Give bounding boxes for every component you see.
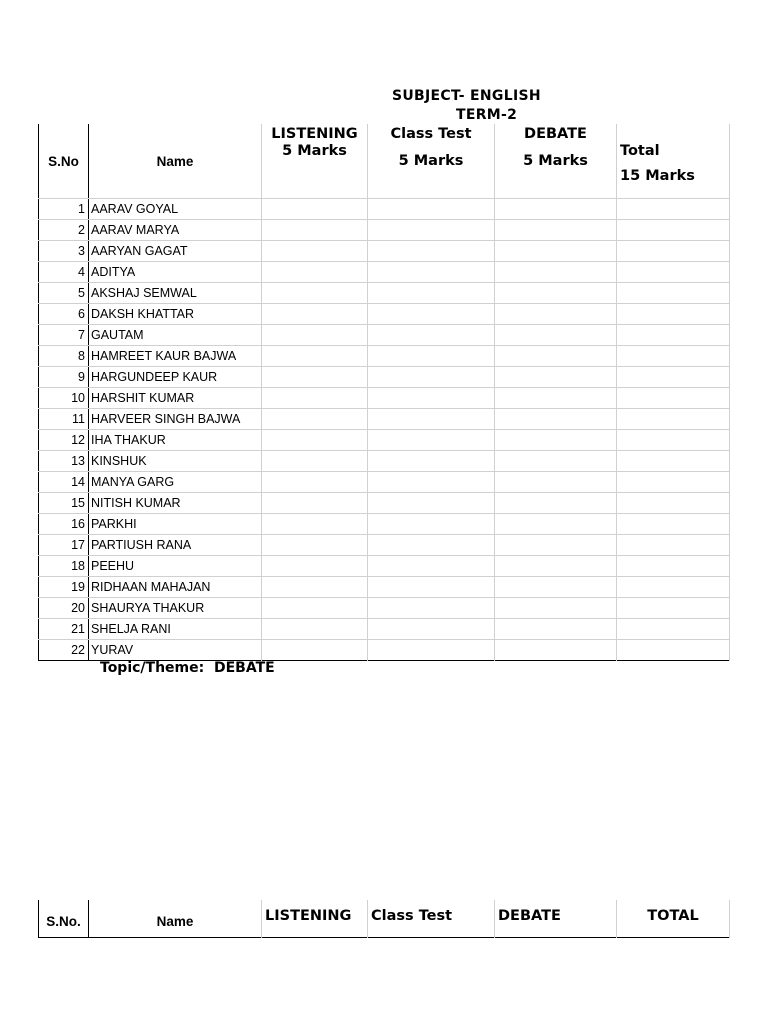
- row-class-test-cell: [368, 220, 495, 241]
- row-name: RIDHAAN MAHAJAN: [89, 577, 262, 598]
- row-debate-cell: [495, 409, 617, 430]
- row-listening-cell: [262, 451, 368, 472]
- row-name: AARAV GOYAL: [89, 199, 262, 220]
- row-name: GAUTAM: [89, 325, 262, 346]
- row-listening-cell: [262, 514, 368, 535]
- row-debate-cell: [495, 472, 617, 493]
- table-row: [39, 514, 730, 535]
- row-class-test-cell: [368, 346, 495, 367]
- table-row: [39, 199, 730, 220]
- row-name: KINSHUK: [89, 451, 262, 472]
- table-row: [39, 388, 730, 409]
- header-sno: [39, 124, 89, 199]
- row-sno: 10: [39, 388, 89, 409]
- row-debate-cell: [495, 199, 617, 220]
- table-row: [39, 346, 730, 367]
- row-listening-cell: [262, 619, 368, 640]
- row-class-test-cell: [368, 619, 495, 640]
- row-listening-cell: [262, 577, 368, 598]
- row-class-test-cell: [368, 241, 495, 262]
- topic-line: [100, 660, 275, 676]
- row-sno: 18: [39, 556, 89, 577]
- row-name: SHAURYA THAKUR: [89, 598, 262, 619]
- table-row: [39, 367, 730, 388]
- row-listening-cell: [262, 430, 368, 451]
- header2-listening: LISTENING: [262, 900, 368, 938]
- row-debate-cell: [495, 577, 617, 598]
- table-row: [39, 556, 730, 577]
- header-listening: [262, 124, 368, 199]
- row-name: ADITYA: [89, 262, 262, 283]
- table-row: [39, 430, 730, 451]
- table-row: [39, 619, 730, 640]
- row-total-cell: [617, 472, 730, 493]
- row-debate-cell: [495, 598, 617, 619]
- row-name: PARKHI: [89, 514, 262, 535]
- row-total-cell: [617, 283, 730, 304]
- row-class-test-cell: [368, 514, 495, 535]
- row-name: HARVEER SINGH BAJWA: [89, 409, 262, 430]
- header2-debate: DEBATE: [495, 900, 617, 938]
- row-debate-cell: [495, 388, 617, 409]
- row-listening-cell: [262, 283, 368, 304]
- header-class-test-label: Class Test: [390, 126, 472, 142]
- table-row: [39, 409, 730, 430]
- row-total-cell: [617, 325, 730, 346]
- row-listening-cell: [262, 556, 368, 577]
- row-class-test-cell: [368, 451, 495, 472]
- row-total-cell: [617, 220, 730, 241]
- topic-label: Topic/Theme:: [100, 660, 205, 676]
- table-row: [39, 472, 730, 493]
- row-debate-cell: [495, 262, 617, 283]
- row-sno: 1: [39, 199, 89, 220]
- row-sno: 2: [39, 220, 89, 241]
- row-listening-cell: [262, 535, 368, 556]
- table-row: [39, 262, 730, 283]
- row-sno: 12: [39, 430, 89, 451]
- header-listening-marks: 5 Marks: [282, 143, 347, 159]
- row-total-cell: [617, 535, 730, 556]
- row-sno: 21: [39, 619, 89, 640]
- row-total-cell: [617, 304, 730, 325]
- header-total-marks: 15 Marks: [620, 168, 695, 184]
- row-listening-cell: [262, 409, 368, 430]
- row-debate-cell: [495, 325, 617, 346]
- row-name: AARAV MARYA: [89, 220, 262, 241]
- header-listening-label: LISTENING: [271, 126, 358, 142]
- row-debate-cell: [495, 451, 617, 472]
- row-debate-cell: [495, 619, 617, 640]
- header-class-test: [368, 124, 495, 199]
- row-sno: 11: [39, 409, 89, 430]
- row-name: MANYA GARG: [89, 472, 262, 493]
- row-debate-cell: [495, 304, 617, 325]
- row-sno: 20: [39, 598, 89, 619]
- header-total-label: Total: [620, 143, 660, 159]
- table-row: [39, 325, 730, 346]
- row-class-test-cell: [368, 598, 495, 619]
- topic-value: DEBATE: [213, 660, 275, 676]
- row-sno: 22: [39, 640, 89, 661]
- row-debate-cell: [495, 346, 617, 367]
- table-row: [39, 577, 730, 598]
- row-listening-cell: [262, 346, 368, 367]
- row-name: PEEHU: [89, 556, 262, 577]
- row-name: HARGUNDEEP KAUR: [89, 367, 262, 388]
- row-class-test-cell: [368, 262, 495, 283]
- table-header-row: [39, 124, 730, 199]
- row-debate-cell: [495, 283, 617, 304]
- row-name: SHELJA RANI: [89, 619, 262, 640]
- row-sno: 6: [39, 304, 89, 325]
- row-debate-cell: [495, 556, 617, 577]
- row-class-test-cell: [368, 325, 495, 346]
- table-row: [39, 640, 730, 661]
- row-debate-cell: [495, 220, 617, 241]
- row-listening-cell: [262, 472, 368, 493]
- table-row: [39, 451, 730, 472]
- row-listening-cell: [262, 388, 368, 409]
- row-debate-cell: [495, 241, 617, 262]
- marks-table: [38, 124, 730, 661]
- row-class-test-cell: [368, 367, 495, 388]
- row-total-cell: [617, 514, 730, 535]
- row-sno: 9: [39, 367, 89, 388]
- row-sno: 3: [39, 241, 89, 262]
- row-listening-cell: [262, 598, 368, 619]
- table-row: [39, 493, 730, 514]
- header-debate-label: DEBATE: [524, 126, 587, 142]
- table-row: [39, 304, 730, 325]
- row-listening-cell: [262, 367, 368, 388]
- row-sno: 5: [39, 283, 89, 304]
- header2-class-test: Class Test: [368, 900, 495, 938]
- row-total-cell: [617, 493, 730, 514]
- row-listening-cell: [262, 262, 368, 283]
- row-name: NITISH KUMAR: [89, 493, 262, 514]
- row-sno: 4: [39, 262, 89, 283]
- row-name: AARYAN GAGAT: [89, 241, 262, 262]
- header2-name: Name: [89, 900, 262, 938]
- row-sno: 16: [39, 514, 89, 535]
- row-class-test-cell: [368, 640, 495, 661]
- table-row: [39, 598, 730, 619]
- row-class-test-cell: [368, 535, 495, 556]
- row-class-test-cell: [368, 577, 495, 598]
- header-name-label: Name: [156, 154, 194, 169]
- second-table: [38, 900, 730, 938]
- row-total-cell: [617, 640, 730, 661]
- header-name: [89, 124, 262, 199]
- header-class-test-marks: 5 Marks: [398, 153, 464, 169]
- row-name: HARSHIT KUMAR: [89, 388, 262, 409]
- row-total-cell: [617, 388, 730, 409]
- header2-sno: S.No.: [39, 900, 89, 938]
- row-sno: 15: [39, 493, 89, 514]
- second-table-header-row: [39, 900, 730, 938]
- row-total-cell: [617, 199, 730, 220]
- row-total-cell: [617, 262, 730, 283]
- row-class-test-cell: [368, 304, 495, 325]
- table-row: [39, 241, 730, 262]
- row-total-cell: [617, 577, 730, 598]
- row-sno: 13: [39, 451, 89, 472]
- row-total-cell: [617, 346, 730, 367]
- row-sno: 8: [39, 346, 89, 367]
- row-listening-cell: [262, 640, 368, 661]
- row-name: HAMREET KAUR BAJWA: [89, 346, 262, 367]
- row-debate-cell: [495, 514, 617, 535]
- row-class-test-cell: [368, 199, 495, 220]
- row-total-cell: [617, 598, 730, 619]
- row-class-test-cell: [368, 493, 495, 514]
- row-total-cell: [617, 241, 730, 262]
- header2-total: TOTAL: [617, 900, 730, 938]
- row-total-cell: [617, 409, 730, 430]
- row-class-test-cell: [368, 283, 495, 304]
- row-listening-cell: [262, 199, 368, 220]
- row-sno: 14: [39, 472, 89, 493]
- row-listening-cell: [262, 493, 368, 514]
- row-name: YURAV: [89, 640, 262, 661]
- row-name: IHA THAKUR: [89, 430, 262, 451]
- row-sno: 17: [39, 535, 89, 556]
- header-debate: [495, 124, 617, 199]
- row-listening-cell: [262, 241, 368, 262]
- header-total: [617, 124, 730, 199]
- row-total-cell: [617, 556, 730, 577]
- row-name: AKSHAJ SEMWAL: [89, 283, 262, 304]
- row-class-test-cell: [368, 388, 495, 409]
- header-sno-label: S.No: [48, 154, 79, 169]
- row-class-test-cell: [368, 556, 495, 577]
- row-name: PARTIUSH RANA: [89, 535, 262, 556]
- row-total-cell: [617, 430, 730, 451]
- table-row: [39, 220, 730, 241]
- row-debate-cell: [495, 367, 617, 388]
- table-row: [39, 283, 730, 304]
- term-title: TERM-2: [456, 107, 518, 123]
- table-row: [39, 535, 730, 556]
- row-sno: 19: [39, 577, 89, 598]
- row-class-test-cell: [368, 472, 495, 493]
- row-debate-cell: [495, 493, 617, 514]
- row-total-cell: [617, 451, 730, 472]
- row-sno: 7: [39, 325, 89, 346]
- row-class-test-cell: [368, 430, 495, 451]
- row-total-cell: [617, 619, 730, 640]
- header-debate-marks: 5 Marks: [523, 153, 588, 169]
- row-listening-cell: [262, 220, 368, 241]
- row-debate-cell: [495, 640, 617, 661]
- row-total-cell: [617, 367, 730, 388]
- row-listening-cell: [262, 304, 368, 325]
- row-debate-cell: [495, 535, 617, 556]
- row-listening-cell: [262, 325, 368, 346]
- subject-title: SUBJECT- ENGLISH: [392, 88, 541, 104]
- row-debate-cell: [495, 430, 617, 451]
- row-name: DAKSH KHATTAR: [89, 304, 262, 325]
- row-class-test-cell: [368, 409, 495, 430]
